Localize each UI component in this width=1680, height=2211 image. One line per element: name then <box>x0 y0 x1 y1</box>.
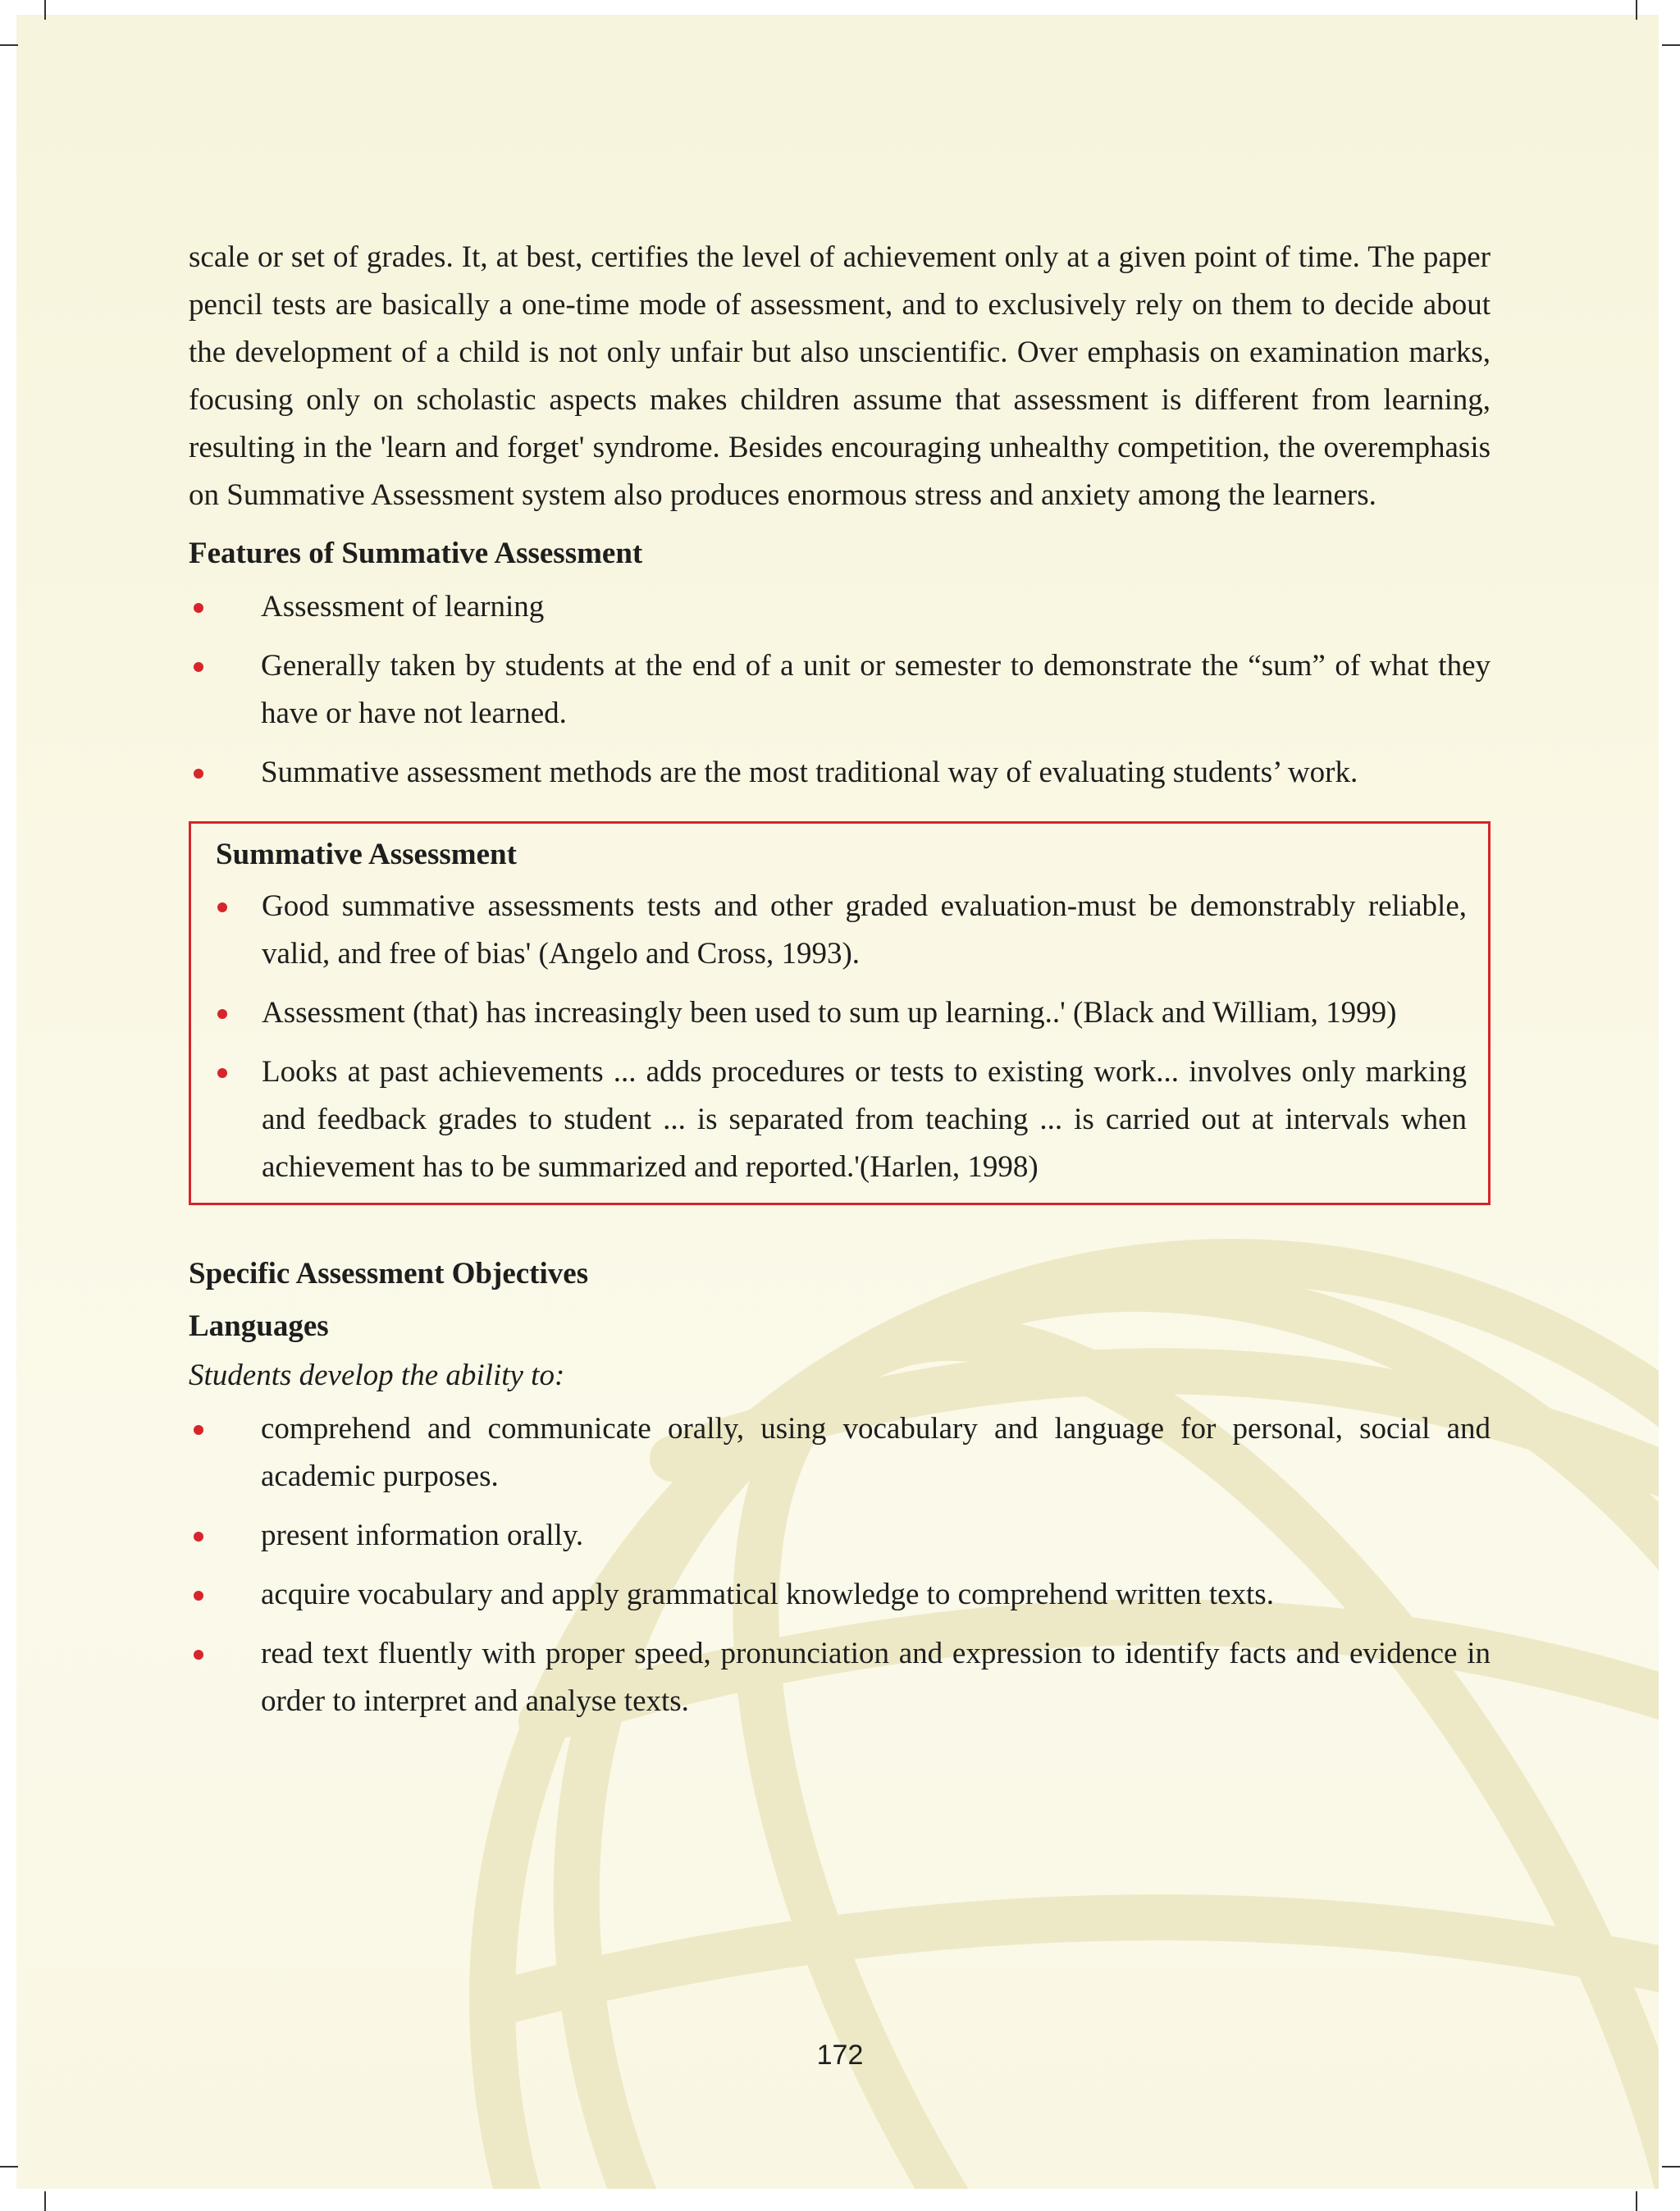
crop-mark-left-top <box>0 44 18 46</box>
crop-mark-top-left <box>44 0 46 20</box>
list-item <box>216 1048 1467 1191</box>
crop-mark-right-top <box>1662 44 1680 46</box>
summative-assessment-box <box>189 821 1491 1205</box>
list-item-text: acquire vocabulary and apply grammatical knowledge to comprehend written texts. <box>261 1578 1274 1611</box>
list-item-text: comprehend and communicate orally, using vocabulary and language for personal, social and academic purposes. <box>261 1412 1491 1493</box>
list-item-text: read text fluently with proper speed, pronunciation and expression to identify facts and evidence in order to interpret and analyse texts. <box>261 1637 1491 1718</box>
crop-mark-bottom-left <box>44 2191 46 2211</box>
list-item <box>216 883 1467 978</box>
bullet-icon <box>217 1068 227 1078</box>
bullet-icon <box>217 902 227 912</box>
list-item-text: Assessment of learning <box>261 590 545 624</box>
list-item <box>189 642 1491 738</box>
page-content <box>189 234 1491 1737</box>
box-list <box>216 883 1467 1191</box>
bullet-icon <box>194 1425 203 1435</box>
crop-mark-top-right <box>1636 0 1637 20</box>
page-number: 172 <box>816 2040 864 2071</box>
list-item-text: Summative assessment methods are the most traditional way of evaluating students’ work. <box>261 756 1358 789</box>
bullet-icon <box>194 1591 203 1601</box>
bullet-icon <box>194 1532 203 1542</box>
crop-mark-right-bottom <box>1662 2166 1680 2168</box>
list-item <box>189 1512 1491 1560</box>
bullet-icon <box>194 769 203 779</box>
objectives-list <box>189 1405 1491 1725</box>
objectives-heading: Specific Assessment Objectives <box>189 1257 589 1291</box>
list-item <box>189 1630 1491 1725</box>
list-item <box>189 583 1491 631</box>
bullet-icon <box>194 1650 203 1660</box>
list-item-text: present information orally. <box>261 1519 584 1552</box>
list-item-text: Generally taken by students at the end of a unit or semester to demonstrate the “sum” of what they have or have not learned. <box>261 649 1491 730</box>
list-item-text: Good summative assessments tests and other graded evaluation-must be demonstrably reliable, valid, and free of bias' (Angelo and Cross, 1993). <box>262 889 1467 971</box>
crop-mark-left-bottom <box>0 2166 18 2168</box>
list-item <box>189 749 1491 797</box>
intro-paragraph: scale or set of grades. It, at best, certifies the level of achievement only at a given point of time. The paper pencil tests are basically a one-time mode of assessment, and to exclusively rely on them to decide about the development of a child is not only unfair but also unscientific. Over emphasis on examination marks, focusing only on scholastic aspects makes children assume that assessment is different from learning, resulting in the 'learn and forget' syndrome. Besides encouraging unhealthy competition, the overemphasis on Summative Assessment system also produces enormous stress and anxiety among the learners. <box>189 240 1491 512</box>
crop-mark-bottom-right <box>1636 2191 1637 2211</box>
features-list <box>189 583 1491 797</box>
box-heading: Summative Assessment <box>216 838 517 871</box>
features-heading: Features of Summative Assessment <box>189 537 643 570</box>
bullet-icon <box>217 1009 227 1019</box>
bullet-icon <box>194 603 203 613</box>
list-item <box>189 1405 1491 1501</box>
list-item <box>189 1571 1491 1619</box>
bullet-icon <box>194 662 203 672</box>
objectives-intro: Students develop the ability to: <box>189 1359 565 1392</box>
languages-heading: Languages <box>189 1309 329 1343</box>
list-item-text: Looks at past achievements ... adds procedures or tests to existing work... involves only marking and feedback grades to student ... is separated from teaching ... is carried out at intervals when achievement has to be summarized and reported.'(Harlen, 1998) <box>262 1055 1467 1184</box>
list-item-text: Assessment (that) has increasingly been used to sum up learning..' (Black and William, 1999) <box>262 996 1397 1030</box>
list-item <box>216 989 1467 1037</box>
